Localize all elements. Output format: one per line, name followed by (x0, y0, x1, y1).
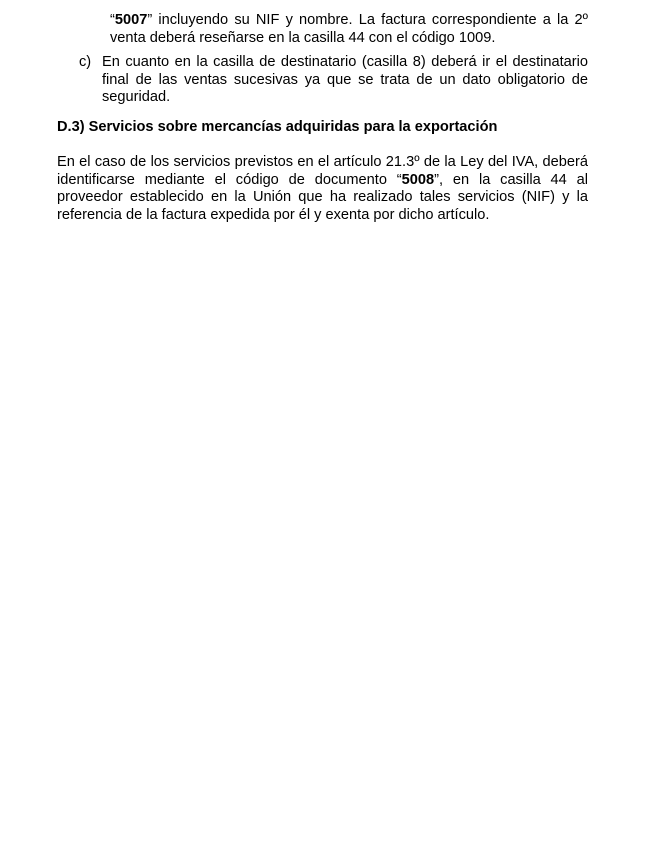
document-code-5008: 5008 (401, 171, 435, 188)
continuation-text: ” incluyendo su NIF y nombre. La factura correspondiente a la 2º venta deberá reseñarse en la casilla 44 con el código 1009. (110, 12, 588, 46)
paragraph-text-before: En el caso de los servicios previstos en el artículo 21.3º de la Ley del IVA, deberá identificarse mediante el código de documento “ (57, 154, 588, 188)
paragraph-text-after: ”, en la casilla 44 al proveedor establecido en la Unión que ha realizado tales servicios (NIF) y la referencia de la factura expedida por él y exenta por dicho artículo. (57, 171, 588, 223)
list-item-c (79, 54, 588, 107)
section-paragraph (57, 154, 588, 224)
open-quote: “ (110, 12, 115, 28)
list-item-text: En cuanto en la casilla de destinatario (casilla 8) deberá ir el destinatario final de las ventas sucesivas ya que se trata de un dato obligatorio de seguridad. (102, 54, 588, 105)
list-marker: c) (79, 54, 92, 70)
continuation-paragraph (110, 12, 588, 47)
document-code-5007: 5007 (114, 12, 148, 28)
section-heading: D.3) Servicios sobre mercancías adquiridas para la exportación (57, 119, 498, 135)
